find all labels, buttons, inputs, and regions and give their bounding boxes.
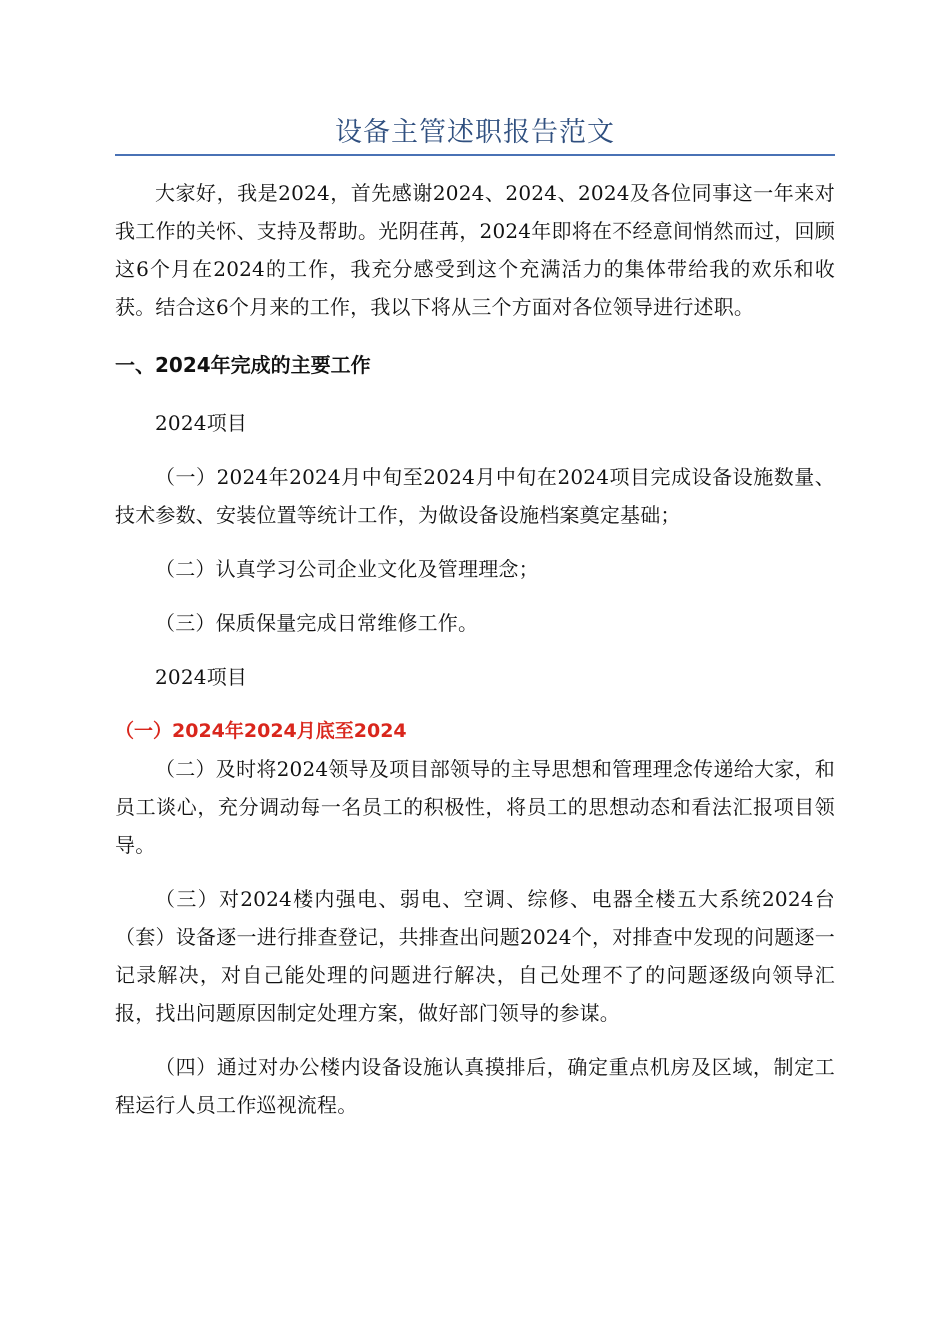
spacer [115,442,835,458]
red-subheading: （一）2024年2024月底至2024 [115,720,407,742]
project-label: 2024项目 [155,665,248,689]
intro-paragraph: 大家好，我是2024，首先感谢2024、2024、2024及各位同事这一年来对我工作的关怀、支持及帮助。光阴荏苒，2024年即将在不经意间悄然而过，回顾这6个月在2024的工作，我充分感受到这个充满活力的集体带给我的欢乐和收获。结合这6个月来的工作，我以下将从三个方面对各位领导进行述职。 [115,181,835,319]
spacer [115,696,835,712]
section-heading: 一、2024年完成的主要工作 [115,353,371,377]
project-a-item-2: （二）认真学习公司企业文化及管理理念； [155,557,539,581]
spacer [115,326,835,346]
spacer [115,534,835,550]
project-label: 2024项目 [155,411,248,435]
document-title: 设备主管述职报告范文 [335,117,615,148]
project-a-item-3: （三）保质保量完成日常维修工作。 [155,611,479,635]
spacer [115,864,835,880]
spacer [115,642,835,658]
project-a-item-1: （一）2024年2024月中旬至2024月中旬在2024项目完成设备设施数量、技术参数、安装位置等统计工作，为做设备设施档案奠定基础； [115,465,835,527]
title-underline [115,154,835,156]
project-b-item-3: （三）对2024楼内强电、弱电、空调、综修、电器全楼五大系统2024台（套）设备逐一进行排查登记，共排查出问题2024个，对排查中发现的问题逐一记录解决，对自己能处理的问题进行解决，自己处理不了的问题逐级向领导汇报，找出问题原因制定处理方案，做好部门领导的参谋。 [115,887,835,1025]
spacer [115,1032,835,1048]
spacer [115,384,835,404]
project-b-item-2: （二）及时将2024领导及项目部领导的主导思想和管理理念传递给大家，和员工谈心，充分调动每一名员工的积极性，将员工的思想动态和看法汇报项目领导。 [115,757,835,857]
project-b-item-4: （四）通过对办公楼内设备设施认真摸排后，确定重点机房及区域，制定工程运行人员工作巡视流程。 [115,1055,835,1117]
spacer [115,588,835,604]
document-body [115,174,835,1124]
